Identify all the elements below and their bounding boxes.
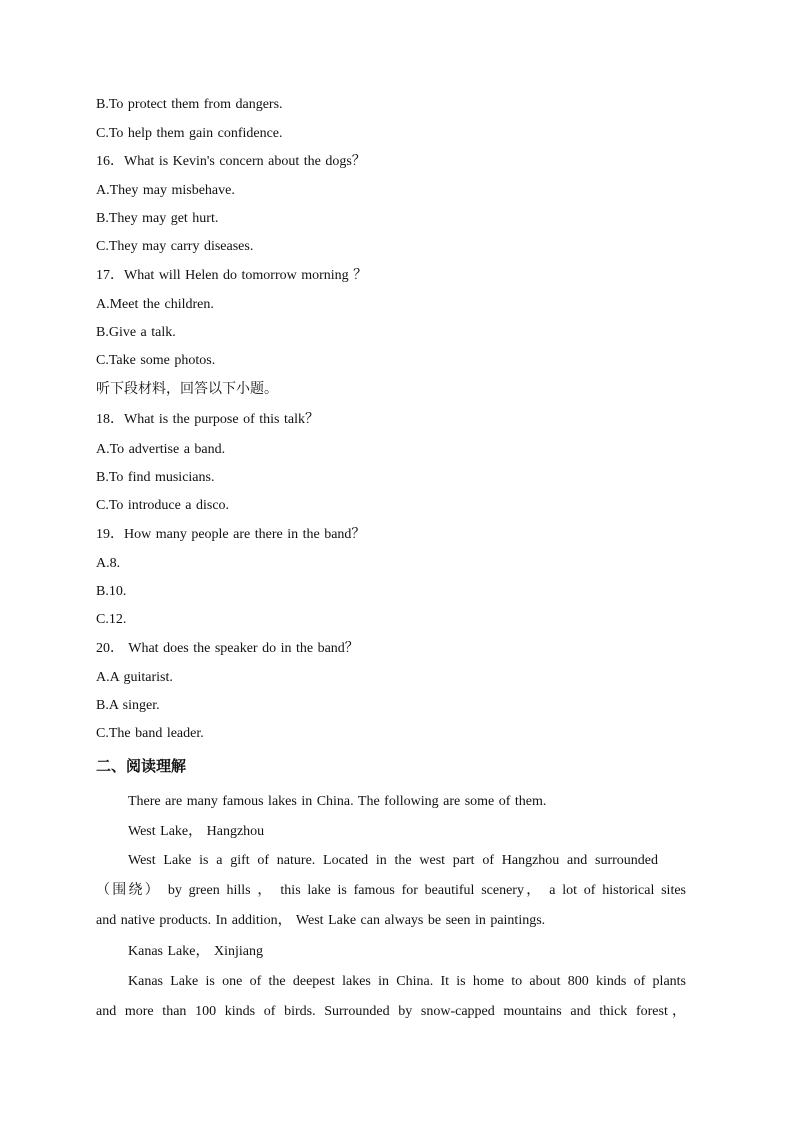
q15-option-c: C.To help them gain confidence. [96, 126, 283, 141]
q19-option-b: B.10. [96, 584, 127, 599]
q19-option-a: A.8. [96, 556, 121, 571]
q16-option-b: B.They may get hurt. [96, 211, 219, 226]
west-lake-heading: West Lake， Hangzhou [128, 824, 265, 839]
q18-option-b: B.To find musicians. [96, 470, 215, 485]
q16-option-c: C.They may carry diseases. [96, 239, 254, 254]
q16-option-a: A.They may misbehave. [96, 183, 235, 198]
q18-question: 18．What is the purpose of this talk？ [96, 412, 319, 427]
section-title-reading: 二、阅读理解 [96, 757, 187, 775]
q17-option-c: C.Take some photos. [96, 353, 216, 368]
q19-question: 19．How many people are there in the band？ [96, 527, 366, 542]
kanas-lake-paragraph-line-2: and more than 100 kinds of birds. Surrounded by snow-capped mountains and thick forest， [96, 1004, 686, 1019]
kanas-lake-heading: Kanas Lake， Xinjiang [128, 944, 263, 959]
west-lake-paragraph-line-3: and native products. In addition， West Lake can always be seen in paintings. [96, 913, 546, 928]
reading-intro: There are many famous lakes in China. The following are some of them. [128, 794, 547, 809]
q17-question: 17．What will Helen do tomorrow morning ？ [96, 268, 368, 283]
q18-option-c: C.To introduce a disco. [96, 498, 230, 513]
q15-option-b: B.To protect them from dangers. [96, 97, 283, 112]
west-lake-paragraph-line-2: （围绕） by green hills ， this lake is famous for beautiful scenery， a lot of historical sites [96, 883, 686, 898]
listening-instruction: 听下段材料，回答以下小题。 [96, 381, 278, 397]
q16-question: 16．What is Kevin's concern about the dogs？ [96, 154, 366, 169]
kanas-lake-paragraph-line-1: Kanas Lake is one of the deepest lakes in China. It is home to about 800 kinds of plants [128, 974, 686, 989]
q17-option-a: A.Meet the children. [96, 297, 214, 312]
q20-option-b: B.A singer. [96, 698, 160, 713]
q19-option-c: C.12. [96, 612, 127, 627]
q17-option-b: B.Give a talk. [96, 325, 176, 340]
q18-option-a: A.To advertise a band. [96, 442, 226, 457]
west-lake-paragraph-line-1: West Lake is a gift of nature. Located in the west part of Hangzhou and surrounded [128, 853, 658, 868]
q20-option-c: C.The band leader. [96, 726, 204, 741]
q20-option-a: A.A guitarist. [96, 670, 173, 685]
q20-question: 20． What does the speaker do in the band？ [96, 641, 359, 656]
